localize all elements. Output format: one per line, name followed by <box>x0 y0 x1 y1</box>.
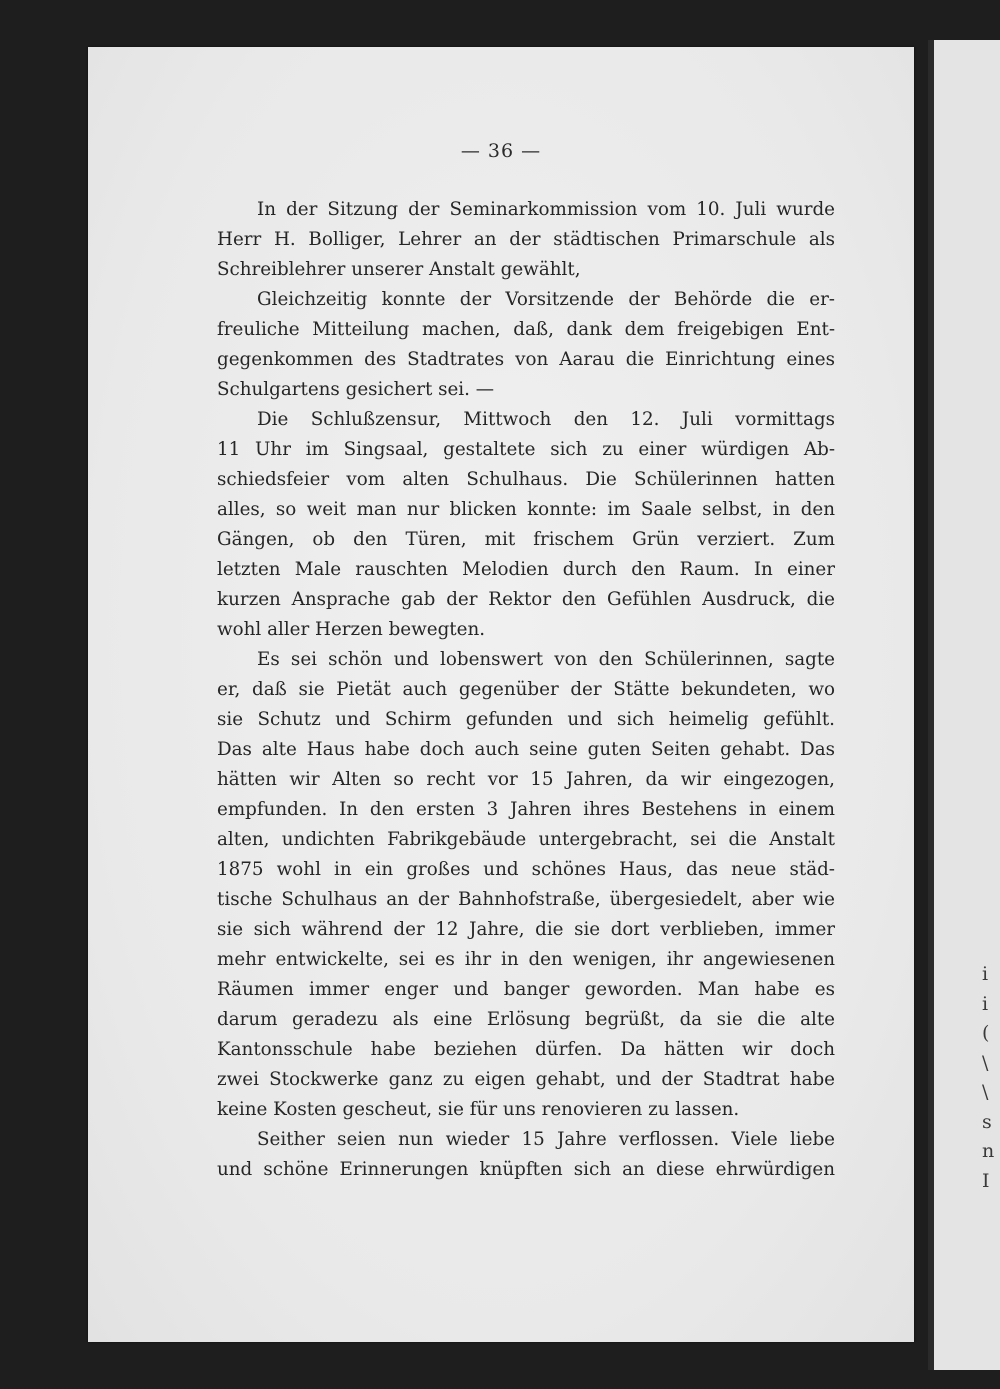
text-line: hätten wir Alten so recht vor 15 Jahren, da wir eingezogen, <box>217 769 835 790</box>
edge-glyph: \ <box>982 1081 989 1103</box>
edge-glyph: i <box>982 992 989 1015</box>
text-line: Es sei schön und lobenswert von den Schülerinnen, sagte <box>257 649 835 670</box>
text-line: wohl aller Herzen bewegten. <box>217 619 486 640</box>
text-line: Räumen immer enger und banger geworden. Man habe es <box>217 979 835 1000</box>
edge-glyph: i <box>982 963 989 985</box>
text-line: schiedsfeier vom alten Schulhaus. Die Schülerinnen hatten <box>217 469 835 490</box>
edge-glyph: n <box>982 1140 995 1162</box>
text-line: tische Schulhaus an der Bahnhofstraße, übergesiedelt, aber wie <box>217 889 835 910</box>
text-line: zwei Stockwerke ganz zu eigen gehabt, und der Stadtrat habe <box>217 1069 835 1090</box>
text-line: Schulgartens gesichert sei. — <box>217 379 495 400</box>
text-line: kurzen Ansprache gab der Rektor den Gefühlen Ausdruck, die <box>217 589 835 610</box>
text-line: Schreiblehrer unserer Anstalt gewählt, <box>217 259 581 280</box>
adjacent-page-cut-letters <box>982 960 998 1196</box>
text-line: empfunden. In den ersten 3 Jahren ihres Bestehens in einem <box>217 799 835 820</box>
text-line: und schöne Erinnerungen knüpften sich an diese ehrwürdigen <box>217 1159 835 1180</box>
text-line: Kantonsschule habe beziehen dürfen. Da hätten wir doch <box>217 1039 835 1060</box>
text-line: In der Sitzung der Seminarkommission vom 10. Juli wurde <box>257 199 835 220</box>
text-line: freuliche Mitteilung machen, daß, dank dem freigebigen Ent- <box>217 319 835 340</box>
text-line: Die Schlußzensur, Mittwoch den 12. Juli vormittags <box>257 409 835 430</box>
text-line: alten, undichten Fabrikgebäude untergebracht, sei die Anstalt <box>217 829 835 850</box>
edge-glyph: I <box>982 1169 990 1192</box>
text-line: Gleichzeitig konnte der Vorsitzende der Behörde die er- <box>257 289 835 310</box>
text-line: darum geradezu als eine Erlösung begrüßt, da sie die alte <box>217 1009 835 1030</box>
page-number: — 36 — <box>460 140 542 162</box>
text-line: Gängen, ob den Türen, mit frischem Grün verziert. Zum <box>217 529 835 550</box>
text-line: er, daß sie Pietät auch gegenüber der Stätte bekundeten, wo <box>217 679 835 700</box>
edge-glyph: ( <box>982 1022 990 1044</box>
text-line: 11 Uhr im Singsaal, gestaltete sich zu einer würdigen Ab- <box>217 439 835 460</box>
text-line: Das alte Haus habe doch auch seine guten Seiten gehabt. Das <box>217 739 835 760</box>
body-text <box>217 195 835 1185</box>
text-line: Seither seien nun wieder 15 Jahre verflossen. Viele liebe <box>257 1129 835 1150</box>
text-line: letzten Male rauschten Melodien durch den Raum. In einer <box>217 559 835 580</box>
text-line: keine Kosten gescheut, sie für uns renovieren zu lassen. <box>217 1099 740 1120</box>
text-line: sie Schutz und Schirm gefunden und sich heimelig gefühlt. <box>217 709 835 730</box>
text-line: mehr entwickelte, sei es ihr in den wenigen, ihr angewiesenen <box>217 949 835 970</box>
text-line: Herr H. Bolliger, Lehrer an der städtischen Primarschule als <box>217 229 835 250</box>
text-line: gegenkommen des Stadtrates von Aarau die Einrichtung eines <box>217 349 835 370</box>
page-gutter-shadow <box>928 40 934 1370</box>
edge-glyph: s <box>982 1110 992 1133</box>
text-line: 1875 wohl in ein großes und schönes Haus, das neue städ- <box>217 859 835 880</box>
text-line: sie sich während der 12 Jahre, die sie dort verblieben, immer <box>217 919 835 940</box>
text-line: alles, so weit man nur blicken konnte: im Saale selbst, in den <box>217 499 835 520</box>
edge-glyph: \ <box>982 1051 989 1074</box>
